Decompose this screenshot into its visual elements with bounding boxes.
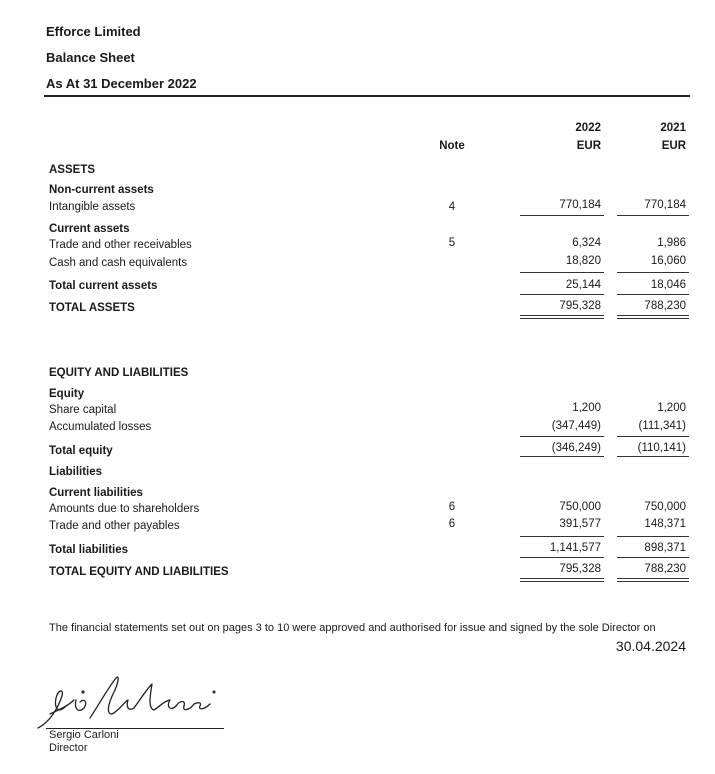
underline-2021	[617, 272, 689, 273]
double-underline-2022	[520, 578, 604, 579]
row-note: 6	[448, 518, 456, 530]
double-underline-2021	[617, 578, 689, 579]
underline-2022	[520, 294, 604, 295]
statement-date: As At 31 December 2022	[46, 76, 197, 91]
double-underline-2021	[617, 581, 689, 582]
equity-liabilities-heading: EQUITY AND LIABILITIES	[49, 367, 189, 379]
note-column-header: Note	[439, 140, 465, 152]
current-assets-heading: Current assets	[49, 223, 130, 235]
row-value-2021: (111,341)	[638, 420, 686, 432]
underline-2022	[520, 272, 604, 273]
signatory-title: Director	[49, 742, 88, 754]
currency-2021-header: EUR	[661, 140, 686, 152]
assets-heading: ASSETS	[49, 164, 96, 176]
row-value-2022: (347,449)	[551, 420, 601, 432]
row-label: Total liabilities	[49, 544, 129, 556]
row-value-2022: (346,249)	[551, 442, 601, 454]
underline-2022	[520, 536, 604, 537]
header-rule	[44, 95, 690, 97]
row-value-2022: 6,324	[572, 237, 601, 249]
underline-2022	[520, 456, 604, 457]
row-value-2022: 795,328	[559, 563, 601, 575]
row-value-2021: 16,060	[650, 255, 686, 267]
double-underline-2021	[617, 318, 689, 319]
director-signature	[28, 670, 228, 732]
current-liabilities-heading: Current liabilities	[49, 487, 143, 499]
row-label: Accumulated losses	[49, 421, 152, 433]
row-value-2021: (110,141)	[637, 442, 686, 454]
row-note: 4	[448, 201, 456, 213]
row-value-2022: 18,820	[565, 255, 601, 267]
row-value-2022: 1,141,577	[549, 542, 601, 554]
row-label: TOTAL EQUITY AND LIABILITIES	[49, 566, 229, 578]
row-label: Trade and other receivables	[49, 239, 192, 251]
year-2022-header: 2022	[575, 122, 601, 134]
underline-2022	[520, 557, 604, 558]
row-value-2021: 770,184	[644, 199, 686, 211]
row-note: 5	[448, 237, 456, 249]
double-underline-2022	[520, 315, 604, 316]
row-value-2022: 750,000	[559, 501, 601, 513]
approval-statement: The financial statements set out on pages 3 to 10 were approved and authorised for issue and signed by the sole Director on	[49, 622, 656, 634]
row-value-2021: 788,230	[644, 300, 686, 312]
row-label: TOTAL ASSETS	[49, 302, 135, 314]
row-label: Amounts due to shareholders	[49, 503, 200, 515]
underline-2021	[617, 215, 689, 216]
underline-2021	[617, 294, 689, 295]
row-value-2021: 750,000	[644, 501, 686, 513]
double-underline-2022	[520, 581, 604, 582]
underline-2021	[617, 557, 689, 558]
underline-2021	[617, 456, 689, 457]
row-label: Trade and other payables	[49, 520, 180, 532]
row-label: Cash and cash equivalents	[49, 257, 188, 269]
statement-title: Balance Sheet	[46, 50, 135, 65]
row-value-2022: 391,577	[559, 518, 601, 530]
row-value-2022: 795,328	[559, 300, 601, 312]
row-value-2021: 18,046	[650, 279, 686, 291]
underline-2022	[520, 436, 604, 437]
liabilities-heading: Liabilities	[49, 466, 103, 478]
non-current-assets-heading: Non-current assets	[49, 184, 154, 196]
signatory-name: Sergio Carloni	[49, 729, 119, 741]
company-name: Efforce Limited	[46, 24, 141, 39]
approval-date: 30.04.2024	[615, 638, 686, 654]
row-note: 6	[448, 501, 456, 513]
double-underline-2022	[520, 318, 604, 319]
row-value-2022: 1,200	[572, 402, 601, 414]
year-2021-header: 2021	[660, 122, 686, 134]
row-value-2022: 25,144	[565, 279, 601, 291]
row-label: Intangible assets	[49, 201, 136, 213]
row-label: Total current assets	[49, 280, 158, 292]
row-label: Share capital	[49, 404, 117, 416]
row-value-2021: 1,986	[657, 237, 686, 249]
double-underline-2021	[617, 315, 689, 316]
row-value-2021: 148,371	[644, 518, 686, 530]
currency-2022-header: EUR	[576, 140, 601, 152]
row-value-2021: 1,200	[657, 402, 686, 414]
row-value-2022: 770,184	[559, 199, 601, 211]
underline-2022	[520, 215, 604, 216]
row-value-2021: 898,371	[644, 542, 686, 554]
row-value-2021: 788,230	[644, 563, 686, 575]
underline-2021	[617, 436, 689, 437]
equity-heading: Equity	[49, 388, 85, 400]
row-label: Total equity	[49, 445, 113, 457]
underline-2021	[617, 536, 689, 537]
